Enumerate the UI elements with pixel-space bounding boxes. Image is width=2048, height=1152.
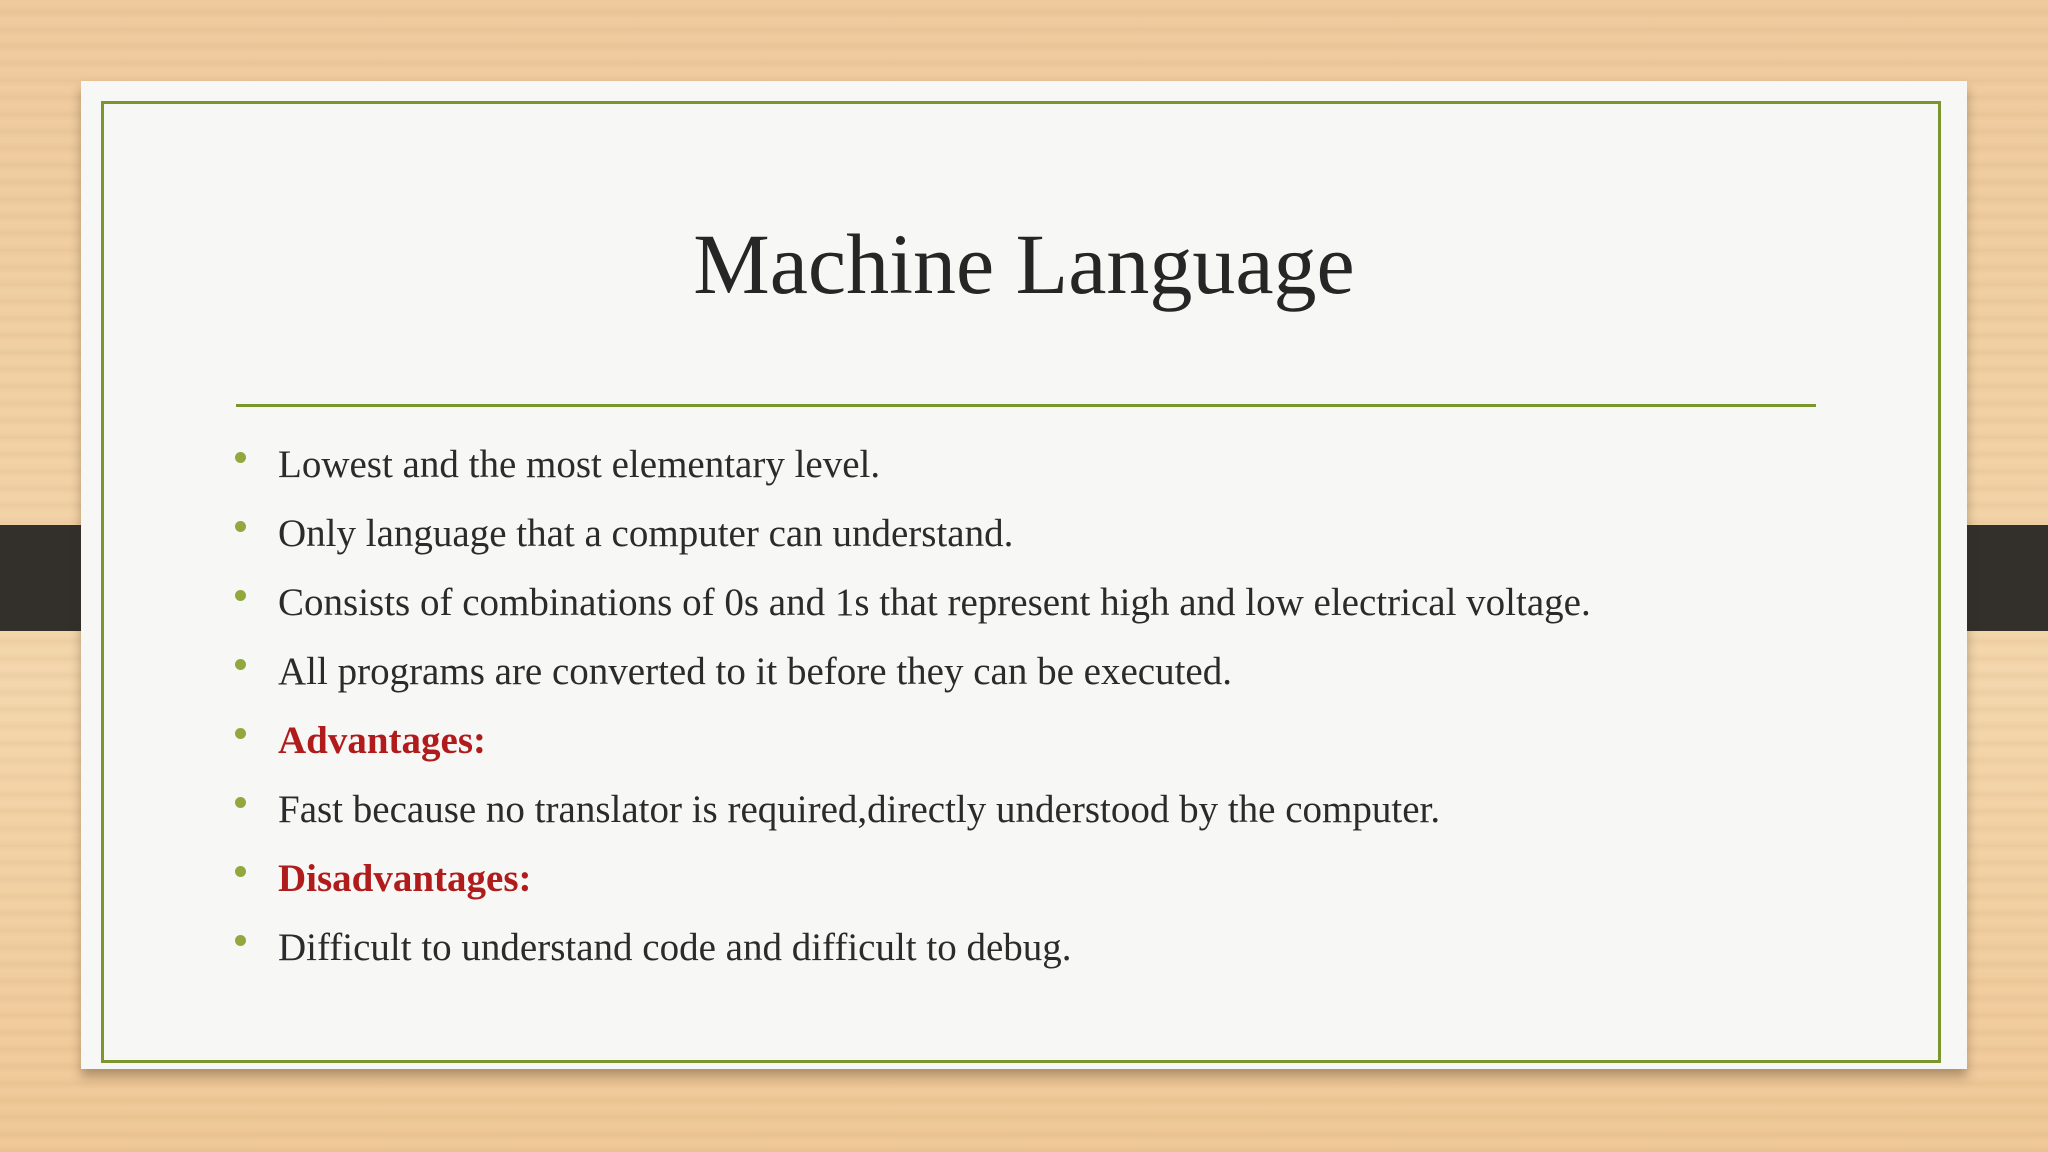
bullet-dot-icon [235,797,246,808]
bullet-dot-icon [235,728,246,739]
bullet-text: Difficult to understand code and difficult to debug. [278,926,1072,969]
bullet-text: Consists of combinations of 0s and 1s that represent high and low electrical voltage. [278,581,1591,624]
bullet-dot-icon [235,935,246,946]
bullet-dot-icon [235,659,246,670]
bullet-item [231,637,1591,706]
title-divider [236,404,1816,407]
slide [81,81,1967,1069]
bullet-text: Fast because no translator is required,directly understood by the computer. [278,788,1441,831]
bullet-text: Disadvantages: [278,857,532,900]
bullet-dot-icon [235,866,246,877]
bullet-item [231,913,1591,982]
bullet-item [231,568,1591,637]
bullet-list [231,430,1591,982]
bullet-text: All programs are converted to it before they can be executed. [278,650,1232,693]
bullet-dot-icon [235,590,246,601]
bullet-item-disadvantages-heading [231,844,1591,913]
bullet-item [231,499,1591,568]
bullet-item-advantages-heading [231,706,1591,775]
slide-title: Machine Language [693,216,1355,312]
bullet-text: Only language that a computer can understand. [278,512,1014,555]
bullet-dot-icon [235,521,246,532]
bullet-text: Lowest and the most elementary level. [278,443,881,486]
bullet-text: Advantages: [278,719,487,762]
bullet-dot-icon [235,452,246,463]
bullet-item [231,430,1591,499]
bullet-item [231,775,1591,844]
